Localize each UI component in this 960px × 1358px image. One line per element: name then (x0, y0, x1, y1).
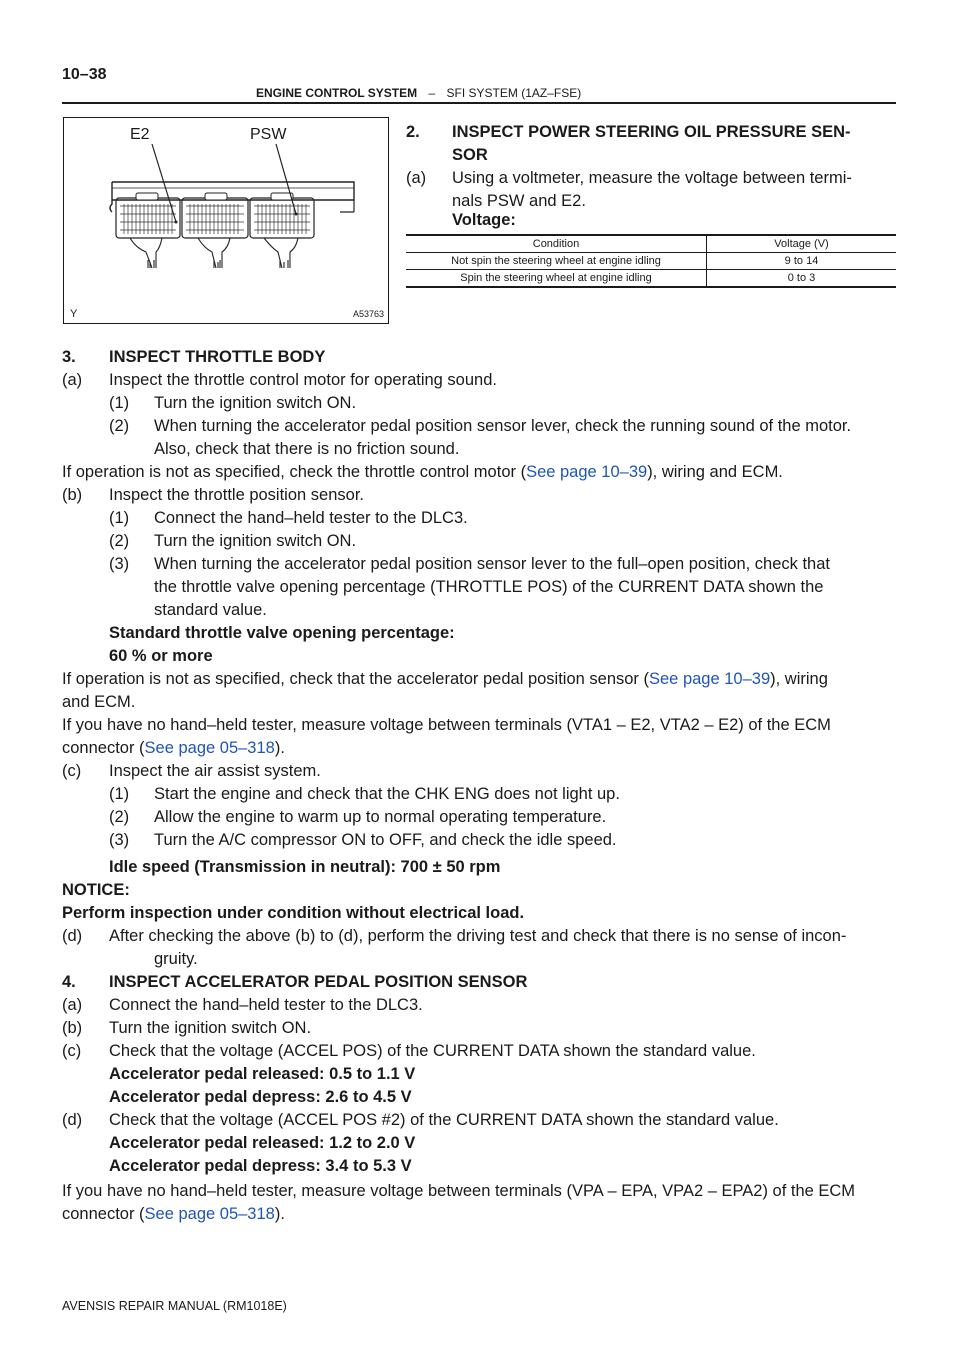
note-text: connector ( (62, 1205, 145, 1223)
step3-a1-text: Turn the ignition switch ON. (154, 394, 357, 412)
table-header-row (406, 235, 896, 253)
voltage-label: Voltage: (452, 211, 516, 229)
step3-c-text: Inspect the air assist system. (109, 762, 321, 780)
notice-title: NOTICE: (62, 881, 130, 899)
step3-b3-line3: standard value. (154, 601, 267, 619)
ecm-connector-drawing (64, 118, 387, 322)
header-rule (62, 102, 896, 104)
see-page-link[interactable]: See page 05–318 (144, 739, 275, 757)
step3-d-line1: After checking the above (b) to (d), perform the driving test and check that there is no sense of incon- (109, 927, 847, 945)
accel-pos2-released-spec: Accelerator pedal released: 1.2 to 2.0 V (109, 1134, 416, 1152)
step3-b3-label: (3) (109, 555, 130, 573)
table-row (406, 253, 896, 270)
throttle-standard-value: 60 % or more (109, 647, 213, 665)
manual-footer: AVENSIS REPAIR MANUAL (RM1018E) (62, 1299, 287, 1313)
note-text: ). (274, 739, 285, 757)
table-cell-condition: Not spin the steering wheel at engine idling (406, 253, 707, 270)
note-text: If operation is not as specified, check the throttle control motor ( (62, 463, 527, 481)
e2-terminal-label: E2 (130, 126, 150, 143)
section-header (256, 86, 581, 100)
step3-note1 (62, 461, 783, 484)
step3-d-line2: gruity. (154, 950, 198, 968)
psw-terminal-label: PSW (250, 126, 287, 143)
step4-d-label: (d) (62, 1111, 83, 1129)
step3-c2-label: (2) (109, 808, 130, 826)
step3-b3-line1: When turning the accelerator pedal position sensor lever to the full–open position, check that (154, 555, 830, 573)
note-text: ), wiring and ECM. (647, 463, 783, 481)
step4-b-text: Turn the ignition switch ON. (109, 1019, 312, 1037)
step3-a2-label: (2) (109, 417, 130, 435)
step4-a-label: (a) (62, 996, 83, 1014)
step3-b-text: Inspect the throttle position sensor. (109, 486, 364, 504)
section-separator: – (428, 86, 436, 100)
table-header-voltage: Voltage (V) (707, 235, 897, 253)
step3-a1-label: (1) (109, 394, 130, 412)
step4-note-line1: If you have no hand–held tester, measure voltage between terminals (VPA – EPA, VPA2 – EPA2) of the ECM (62, 1182, 856, 1200)
accel-pos2-depress-spec: Accelerator pedal depress: 3.4 to 5.3 V (109, 1157, 412, 1175)
step3-d-label: (d) (62, 927, 83, 945)
table-header-condition: Condition (406, 235, 707, 253)
note-text: ). (274, 1205, 285, 1223)
step3-a2-line1: When turning the accelerator pedal position sensor lever, check the running sound of the motor. (154, 417, 852, 435)
step4-a-text: Connect the hand–held tester to the DLC3. (109, 996, 423, 1014)
step3-note3-line1: If you have no hand–held tester, measure voltage between terminals (VTA1 – E2, VTA2 – E2) of the ECM (62, 716, 831, 734)
throttle-standard-label: Standard throttle valve opening percentage: (109, 624, 455, 642)
table-cell-voltage: 0 to 3 (707, 270, 897, 288)
step3-b2-label: (2) (109, 532, 130, 550)
step3-a-text: Inspect the throttle control motor for operating sound. (109, 371, 497, 389)
step2-a-line1: Using a voltmeter, measure the voltage between termi- (452, 169, 852, 187)
step3-note3-line2 (62, 737, 285, 760)
note-text: ), wiring (770, 670, 828, 688)
table-row (406, 270, 896, 288)
step3-c3-text: Turn the A/C compressor ON to OFF, and check the idle speed. (154, 831, 617, 849)
connector-illustration (63, 117, 389, 324)
step4-c-text: Check that the voltage (ACCEL POS) of the CURRENT DATA shown the standard value. (109, 1042, 756, 1060)
step2-title-line1: INSPECT POWER STEERING OIL PRESSURE SEN- (452, 123, 851, 141)
step3-b2-text: Turn the ignition switch ON. (154, 532, 357, 550)
notice-text: Perform inspection under condition without electrical load. (62, 904, 525, 922)
step3-a-label: (a) (62, 371, 83, 389)
step3-b-label: (b) (62, 486, 83, 504)
step3-title: INSPECT THROTTLE BODY (109, 348, 326, 366)
step2-a-line2: nals PSW and E2. (452, 192, 586, 210)
step3-c-label: (c) (62, 762, 82, 780)
see-page-link[interactable]: See page 10–39 (526, 463, 648, 481)
step2-a-label: (a) (406, 169, 427, 187)
note-text: connector ( (62, 739, 145, 757)
step4-d-text: Check that the voltage (ACCEL POS #2) of the CURRENT DATA shown the standard value. (109, 1111, 779, 1129)
step3-b3-line2: the throttle valve opening percentage (THROTTLE POS) of the CURRENT DATA shown the (154, 578, 824, 596)
see-page-link[interactable]: See page 10–39 (649, 670, 771, 688)
step3-b1-text: Connect the hand–held tester to the DLC3. (154, 509, 468, 527)
note-text: If operation is not as specified, check that the accelerator pedal position sensor ( (62, 670, 649, 688)
table-cell-voltage: 9 to 14 (707, 253, 897, 270)
voltage-spec-table (406, 234, 896, 288)
step3-c3-label: (3) (109, 831, 130, 849)
step2-title-line2: SOR (452, 146, 488, 164)
page-number: 10–38 (62, 66, 107, 83)
step3-c2-text: Allow the engine to warm up to normal operating temperature. (154, 808, 607, 826)
step4-note-line2 (62, 1203, 285, 1226)
see-page-link[interactable]: See page 05–318 (144, 1205, 275, 1223)
step3-number: 3. (62, 348, 76, 366)
step4-c-label: (c) (62, 1042, 82, 1060)
step3-a2-line2: Also, check that there is no friction sound. (154, 440, 460, 458)
step4-title: INSPECT ACCELERATOR PEDAL POSITION SENSOR (109, 973, 528, 991)
accel-pos-depress-spec: Accelerator pedal depress: 2.6 to 4.5 V (109, 1088, 412, 1106)
step3-b1-label: (1) (109, 509, 130, 527)
figure-mark: Y (70, 308, 78, 320)
step4-number: 4. (62, 973, 76, 991)
section-title: ENGINE CONTROL SYSTEM (256, 86, 418, 100)
step3-note2 (62, 668, 828, 691)
step3-c1-label: (1) (109, 785, 130, 803)
step4-b-label: (b) (62, 1019, 83, 1037)
step3-c1-text: Start the engine and check that the CHK ENG does not light up. (154, 785, 620, 803)
accel-pos-released-spec: Accelerator pedal released: 0.5 to 1.1 V (109, 1065, 416, 1083)
step3-note2-line2: and ECM. (62, 693, 136, 711)
idle-speed-spec: Idle speed (Transmission in neutral): 700 ± 50 rpm (109, 858, 501, 876)
figure-code: A53763 (352, 309, 384, 319)
step2-number: 2. (406, 123, 420, 141)
table-cell-condition: Spin the steering wheel at engine idling (406, 270, 707, 288)
subsection-title: SFI SYSTEM (1AZ–FSE) (446, 86, 582, 100)
